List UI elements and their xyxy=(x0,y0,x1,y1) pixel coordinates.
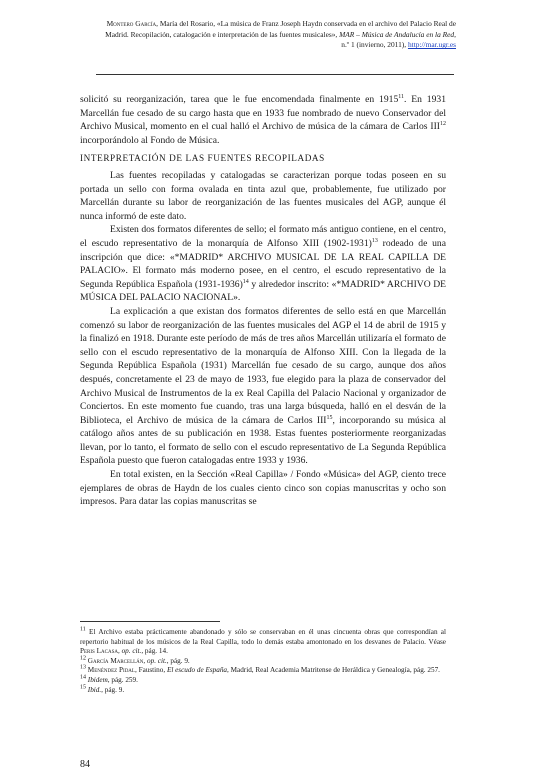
footnote-citation: , op. cit. xyxy=(143,656,167,665)
footnote-number: 11 xyxy=(80,626,86,633)
header-author: Montero García xyxy=(106,19,157,28)
paragraph-2-text-b: rodeado de una inscripción que dice: «*MADRID* ARCHIVO MUSICAL DE LA REAL CAPILLA DE PALACIO». El formato más moderno posee, en el centro, el escudo representativo de la Segunda República Española (1931-1936) xyxy=(80,237,446,290)
footnote-ref-15[interactable]: 15 xyxy=(326,414,333,421)
running-header xyxy=(96,19,456,51)
footnote-divider xyxy=(80,621,220,622)
footnote-author: García Marcellán xyxy=(87,656,144,665)
footnote-12 xyxy=(80,657,446,667)
footnote-14 xyxy=(80,676,446,686)
footnotes xyxy=(80,628,446,695)
footnote-text: , Faustino, xyxy=(134,666,167,675)
intro-text-2: . En 1931 Marcellán fue cesado de su cargo hasta que en 1933 fue nombrado de nuevo Conservador del Archivo Musical, momento en el cual halló el Archivo de música de la cámara de Carlos III xyxy=(80,94,446,133)
footnote-page: , pág. 9. xyxy=(101,685,125,694)
footnote-ref-11[interactable]: 11 xyxy=(398,93,405,100)
footnote-ibid: Ibidem xyxy=(87,675,108,684)
footnote-page: , pág. 14. xyxy=(141,647,168,656)
footnote-15 xyxy=(80,686,446,696)
paragraph-1: Las fuentes recopiladas y catalogadas se caracterizan porque todas poseen en su portada un sello con forma ovalada en tinta azul que, probablemente, fue utilizado por Marcellán durante su labor de reorganización de las fuentes musicales del AGP, aunque él nunca informó de este dato. xyxy=(80,170,446,222)
paragraph-3 xyxy=(80,305,446,468)
intro-text: solicitó su reorganización, tarea que le fue encomendada finalmente en 1915 xyxy=(80,94,399,105)
header-divider xyxy=(96,74,454,75)
footnote-author: Menéndez Pidal xyxy=(87,666,135,675)
paragraph-4: En total existen, en la Sección «Real Capilla» / Fondo «Música» del AGP, ciento trece ejemplares de obras de Haydn de los cuales ciento cinco son copias manuscritas y ocho son impresos. Para datar las copias manuscritas se xyxy=(80,469,446,508)
footnote-ref-12[interactable]: 12 xyxy=(440,121,446,127)
footnote-number: 13 xyxy=(80,664,86,671)
footnote-number: 15 xyxy=(80,684,86,691)
intro-text-3: incorporándolo al Fondo de Música. xyxy=(80,134,220,146)
paragraph-2-text-a: Existen dos formatos diferentes de sello; el formato más antiguo contiene, en el centro, el escudo representativo de la monarquía de Alfonso XIII (1902-1931) xyxy=(80,224,446,249)
intro-paragraph xyxy=(80,93,446,147)
footnote-ref-13[interactable]: 13 xyxy=(371,237,378,244)
header-url-link[interactable]: http://mar.ugr.es xyxy=(407,40,456,50)
main-text xyxy=(80,169,446,509)
footnote-author: Peris Lacasa xyxy=(80,647,118,656)
footnote-ref-14[interactable]: 14 xyxy=(242,278,249,285)
footnote-title: El escudo de España xyxy=(166,666,228,675)
footnote-page: , pág. 9. xyxy=(166,656,190,665)
header-issue: , n.º 1 (invierno, 2011), xyxy=(341,29,456,50)
paragraph-2 xyxy=(80,223,446,305)
footnote-11 xyxy=(80,628,446,657)
footnote-citation: , op. cit. xyxy=(117,647,142,656)
footnote-text: El Archivo estaba prácticamente abandonado y sólo se conservaban en él unas cincuenta obras que correspondían al repertorio habitual de los músicos de la Real Capilla, todo lo demás estaba amontonado en los desvanes de Palacio. Véase xyxy=(80,628,446,646)
footnote-page: , pág. 259. xyxy=(107,675,138,684)
footnote-ibid: Ibid. xyxy=(87,685,102,694)
section-heading: INTERPRETACIÓN DE LAS FUENTES RECOPILADAS xyxy=(80,153,325,163)
footnote-text: , Madrid, Real Academia Matritense de Heráldica y Genealogía, pág. 257. xyxy=(227,666,440,675)
header-citation: , María del Rosario, «La música de Franz Joseph Haydn conservada en el archivo del Palacio Real de Madrid. Recopilación, catalogación e interpretación de las fuentes musicales», xyxy=(105,19,456,39)
paragraph-3-text-b: , incorporando su música al catálogo años antes de su publicación en 1938. Estas fuentes posteriormente reorganizadas llevan, por lo tanto, el formato de sello con el escudo representativo de La Segunda República Española puesto que fueron catalogadas entre 1933 y 1936. xyxy=(80,414,446,467)
paragraph-2-text-c: y alrededor inscrito: «*MADRID* ARCHIVO DE MÚSICA DEL PALACIO NACIONAL». xyxy=(80,278,446,304)
paragraph-3-text-a: La explicación a que existan dos formatos diferentes de sello está en que Marcellán comenzó su labor de reorganización de las fuentes musicales del AGP el 14 de abril de 1915 y la finalizó en 1918. Durante este período de más de tres años Marcellán utilizaría el formato de sello con el escudo representativo de la monarquía de Alfonso XIII. Con la llegada de la Segunda República Española (1931) Marcellán fue cesado de su cargo, aunque dos años después, concretamente el 23 de mayo de 1933, fue elegido para la plaza de conservador del Archivo Musical de Instrumentos de la ex Real Capilla del Palacio Nacional y organizador de Conciertos. En este momento fue cuando, tras una larga búsqueda, halló en el desván de la Biblioteca, el Archivo de música de la cámara de Carlos III xyxy=(80,305,446,426)
header-journal: MAR – Música de Andalucía en la Red xyxy=(339,29,455,39)
footnote-number: 14 xyxy=(80,674,86,681)
page-number: 84 xyxy=(80,759,90,770)
footnote-13 xyxy=(80,666,446,676)
footnote-number: 12 xyxy=(80,655,86,662)
